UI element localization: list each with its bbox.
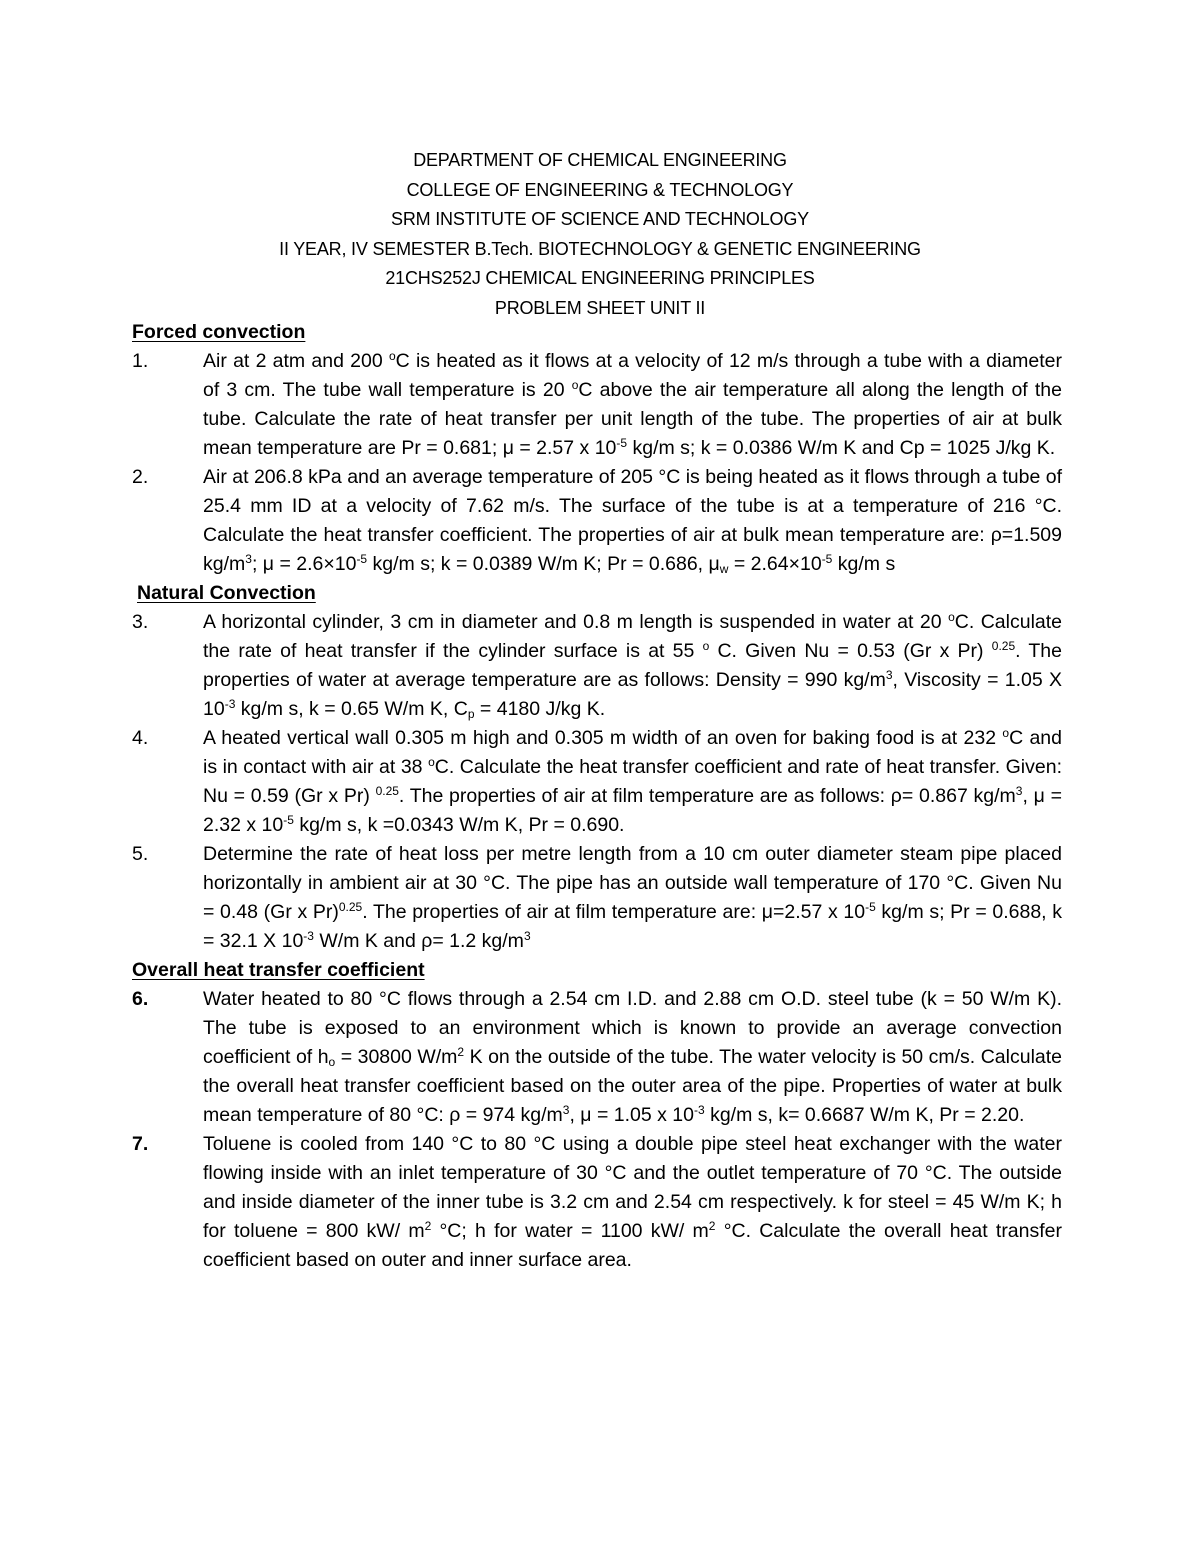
- problem-number: 5.: [132, 843, 149, 865]
- problem-6-text-part: kg/m s, k= 0.6687 W/m K, Pr = 2.20.: [704, 1104, 1025, 1126]
- subscript: w: [719, 562, 729, 576]
- superscript: o: [1002, 726, 1010, 740]
- superscript: -3: [694, 1103, 705, 1117]
- problem-5-text-part: kg/m s; Pr = 0.688, k = 32.1 X 10: [203, 901, 1062, 952]
- superscript: -5: [865, 900, 876, 914]
- problem-number: 2.: [132, 466, 149, 488]
- course-title: 21CHS252J CHEMICAL ENGINEERING PRINCIPLES: [385, 268, 815, 288]
- problem-6-text-part: Water heated to 80 °C flows through a 2.54 cm I.D. and 2.88 cm O.D. steel tube (k = 50 W/m K). The tube is exposed to an environment which is known to provide an average convection coefficient of h: [203, 988, 1062, 1068]
- superscript: -5: [616, 436, 628, 450]
- problem-5-text-part: Determine the rate of heat loss per metre length from a 10 cm outer diameter steam pipe placed horizontally in ambient air at 30 °C. The pipe has an outside wall temperature of 170 °C. Given Nu = 0.48 (Gr x Pr): [203, 843, 1062, 923]
- problem-2-text-part: = 2.64×10: [728, 553, 822, 575]
- superscript: 0.25: [991, 639, 1016, 653]
- problem-5-text-part: . The properties of air at film temperature are: μ=2.57 x 10: [362, 901, 866, 923]
- department-title: DEPARTMENT OF CHEMICAL ENGINEERING: [413, 150, 787, 170]
- problem-7-text-part: °C; h for water = 1100 kW/ m: [431, 1220, 709, 1242]
- problem-1-text-part: C above the air temperature all along the length of the tube. Calculate the rate of heat transfer per unit length of the tube. The properties of air at bulk mean temperature are Pr = 0.681; μ = 2.57 x 10: [203, 379, 1062, 459]
- problem-1-text-part: kg/m s; k = 0.0386 W/m K and Cp = 1025 J/kg K.: [627, 437, 1056, 459]
- problem-3-text-part: , Viscosity = 1.05 X 10: [203, 669, 1062, 720]
- problem-text: [203, 463, 1062, 579]
- college-title: COLLEGE OF ENGINEERING & TECHNOLOGY: [406, 179, 794, 200]
- problem-3-text-part: = 4180 J/kg K.: [474, 698, 606, 720]
- section-title-forced-convection: Forced convection: [132, 321, 306, 343]
- problem-4-text-part: A heated vertical wall 0.305 m high and 0.305 m width of an oven for baking food is at 232: [203, 727, 1003, 749]
- year-semester-line: II YEAR, IV SEMESTER B.Tech. BIOTECHNOLOGY & GENETIC ENGINEERING: [279, 238, 921, 259]
- problem-text: [203, 840, 1062, 956]
- problem-4-text-part: . The properties of air at film temperature are as follows: ρ= 0.867 kg/m: [398, 785, 1016, 807]
- problem-3-text-part: A horizontal cylinder, 3 cm in diameter and 0.8 m length is suspended in water at 20: [203, 611, 949, 633]
- problem-4-text-part: , μ = 2.32 x 10: [203, 785, 1062, 836]
- problem-3-text-part: C. Calculate the rate of heat transfer if the cylinder surface is at 55: [203, 611, 1063, 662]
- problem-4-text-part: C. Calculate the heat transfer coefficient and rate of heat transfer. Given: Nu = 0.59 (Gr x Pr): [203, 756, 1062, 807]
- problem-4-text-part: kg/m s, k =0.0343 W/m K, Pr = 0.690.: [293, 814, 625, 836]
- problem-3-text-part: kg/m s, k = 0.65 W/m K, C: [235, 698, 468, 720]
- problem-6-text-part: , μ = 1.05 x 10: [569, 1104, 694, 1126]
- problem-2-text-part: kg/m s; k = 0.0389 W/m K; Pr = 0.686, μ: [367, 553, 720, 575]
- superscript: -5: [821, 552, 833, 566]
- problem-4-text-part: C and is in contact with air at 38: [203, 727, 1062, 778]
- superscript: o: [948, 610, 955, 624]
- superscript: -3: [224, 697, 236, 711]
- problem-5-text-part: W/m K and ρ= 1.2 kg/m: [313, 930, 524, 952]
- problem-6-text-part: = 30800 W/m: [335, 1046, 458, 1068]
- problem-6-text-part: K on the outside of the tube. The water velocity is 50 cm/s. Calculate the overall heat transfer coefficient based on the outer area of the pipe. Properties of water at bulk mean temperature of 80 °C: ρ = 974 kg/m: [203, 1046, 1063, 1126]
- problem-3-text-part: . The properties of water at average temperature are as follows: Density = 990 kg/m: [203, 640, 1063, 691]
- problem-number: 1.: [132, 350, 149, 372]
- problem-text: [203, 608, 1062, 724]
- superscript: 3: [1015, 784, 1023, 798]
- superscript: 0.25: [375, 784, 399, 798]
- problem-2-text-part: Air at 206.8 kPa and an average temperature of 205 °C is being heated as it flows through a tube of 25.4 mm ID at a velocity of 7.62 m/s. The surface of the tube is at a temperature of 216 °C. Calculate the heat transfer coefficient. The properties of air at bulk mean temperature are: ρ=1.509 kg/m: [203, 466, 1062, 575]
- subscript: p: [467, 707, 475, 721]
- problem-5: [132, 840, 1062, 956]
- problem-text: [203, 1130, 1062, 1275]
- problem-2-text-part: kg/m s: [832, 553, 896, 575]
- superscript: 3: [245, 552, 252, 566]
- institute-title: SRM INSTITUTE OF SCIENCE AND TECHNOLOGY: [391, 209, 809, 229]
- problem-number: 6.: [132, 988, 149, 1010]
- problem-number: 3.: [132, 611, 149, 633]
- problem-3-text-part: C. Given Nu = 0.53 (Gr x Pr): [709, 640, 992, 662]
- document-header: [0, 146, 1200, 323]
- problem-7-text-part: Toluene is cooled from 140 °C to 80 °C using a double pipe steel heat exchanger with the water flowing inside with an inlet temperature of 30 °C and the outlet temperature of 70 °C. The outside and inside diameter of the inner tube is 3.2 cm and 2.54 cm respectively. k for steel = 45 W/m K; h for toluene = 800 kW/ m: [203, 1133, 1062, 1242]
- problem-text: [203, 985, 1062, 1130]
- document-body: [132, 318, 1062, 1275]
- superscript: 2: [424, 1219, 432, 1233]
- problem-2-text-part: ; μ = 2.6×10: [251, 553, 357, 575]
- problem-7-text-part: °C. Calculate the overall heat transfer coefficient based on outer and inner surface area.: [203, 1220, 1063, 1271]
- superscript: 3: [885, 668, 893, 682]
- problem-number: 7.: [132, 1133, 149, 1155]
- section-title-natural-convection: Natural Convection: [137, 582, 316, 604]
- problem-2: [132, 463, 1062, 579]
- sheet-title: PROBLEM SHEET UNIT II: [494, 297, 706, 318]
- problem-7: [132, 1130, 1062, 1275]
- problem-text: [203, 347, 1062, 463]
- problem-text: [203, 724, 1062, 840]
- superscript: -5: [356, 552, 368, 566]
- problem-4: [132, 724, 1062, 840]
- superscript: -5: [283, 813, 294, 827]
- superscript: 0.25: [338, 900, 363, 914]
- superscript: o: [571, 378, 579, 392]
- subscript: o: [328, 1055, 336, 1069]
- problem-3: [132, 608, 1062, 724]
- superscript: 2: [457, 1045, 465, 1059]
- problem-1-text-part: Air at 2 atm and 200: [203, 350, 389, 372]
- superscript: o: [702, 639, 710, 653]
- section-title-overall-heat-transfer: Overall heat transfer coefficient: [132, 959, 425, 981]
- superscript: 3: [523, 929, 531, 943]
- problem-number: 4.: [132, 727, 149, 749]
- superscript: 2: [708, 1219, 716, 1233]
- superscript: 3: [562, 1103, 570, 1117]
- superscript: o: [388, 349, 396, 363]
- superscript: o: [428, 755, 435, 769]
- problem-6: [132, 985, 1062, 1130]
- problem-1-text-part: C is heated as it flows at a velocity of 12 m/s through a tube with a diameter of 3 cm. The tube wall temperature is 20: [203, 350, 1063, 401]
- problem-1: [132, 347, 1062, 463]
- superscript: -3: [303, 929, 314, 943]
